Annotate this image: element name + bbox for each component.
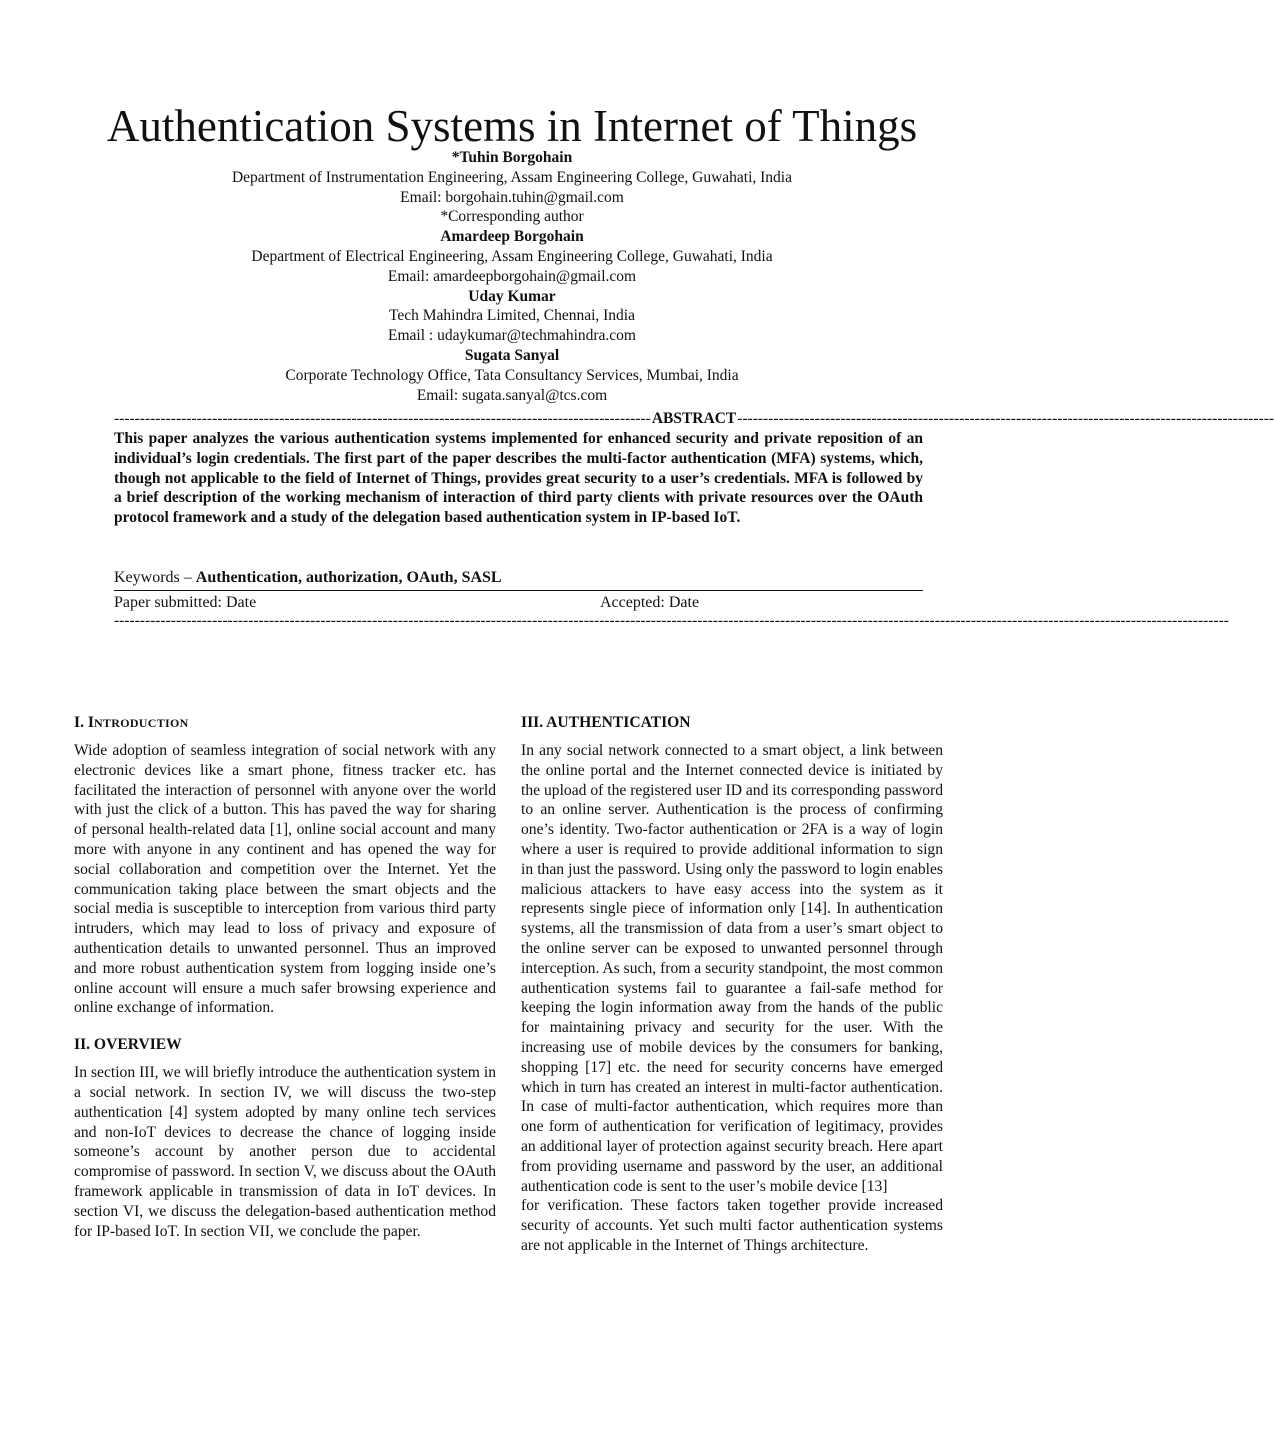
section-authentication	[521, 713, 943, 1256]
dashed-rule: --------------------------------------------------------------------------------------------------------	[737, 410, 1274, 427]
right-column	[521, 713, 943, 1273]
section-body-continued: for verification. These factors taken together provide increased security of accounts. Yet such multi factor authentication systems are not applicable in the Internet of Things architecture.	[521, 1197, 943, 1254]
section-overview	[74, 1035, 496, 1241]
author-email: Email: amardeepborgohain@gmail.com	[387, 267, 637, 285]
author-affiliation: Department of Electrical Engineering, Assam Engineering College, Guwahati, India	[251, 247, 773, 265]
keywords-line	[114, 568, 923, 588]
author-affiliation: Tech Mahindra Limited, Chennai, India	[389, 307, 635, 325]
author-affiliation: Department of Instrumentation Engineering, Assam Engineering College, Guwahati, India	[231, 168, 792, 186]
section-introduction	[74, 713, 496, 1018]
left-column	[74, 713, 496, 1258]
author-name: Uday Kumar	[468, 287, 556, 305]
section-heading: I. INTRODUCTION	[74, 714, 189, 731]
section-heading: III. AUTHENTICATION	[521, 714, 691, 731]
section-body: Wide adoption of seamless integration of social network with any electronic devices like a smart phone, fitness tracker etc. has facilitated the interaction of personnel with anyone over the world with just the click of a button. This has paved the way for sharing of personal health-related data [1], online social account and many more with anyone in any continent and has opened the way for social collaboration and competition over the Internet. Yet the communication taking place between the smart objects and the social media is susceptible to interception from various third party intruders, which may lead to loss of privacy and exposure of authentication details to unwanted personnel. Thus an improved and more robust authentication system from logging inside one’s online account will ensure a much safer browsing experience and online exchange of information.	[74, 742, 496, 1017]
author-name: Sugata Sanyal	[464, 346, 560, 364]
corresponding-note: *Corresponding author	[440, 208, 584, 226]
author-block	[0, 148, 1024, 405]
paper-title: Authentication Systems in Internet of Things	[106, 101, 918, 151]
dashed-rule: ------------------------------------------------------------------------------------------------------------------------------------------------------------------------------------------------------------------------	[114, 612, 1229, 629]
keywords-label: Keywords –	[114, 569, 192, 586]
author-name: *Tuhin Borgohain	[451, 149, 573, 166]
author-email: Email: borgohain.tuhin@gmail.com	[400, 188, 624, 206]
submitted-date: Paper submitted: Date	[114, 594, 257, 611]
author-name: Amardeep Borgohain	[440, 228, 584, 246]
keywords-list: Authentication, authorization, OAuth, SASL	[195, 569, 502, 586]
abstract-text: This paper analyzes the various authentication systems implemented for enhanced security and private reposition of an individual’s login credentials. The first part of the paper describes the multi-factor authentication (MFA) systems, which, though not applicable to the field of Internet of Things, provides great security to a user’s credentials. MFA is followed by a brief description of the working mechanism of interaction of third party clients with private resources over the OAuth protocol framework and a study of the delegation based authentication system in IP-based IoT.	[114, 430, 923, 527]
section-body: In section III, we will briefly introduce the authentication system in a social network. In section IV, we will discuss the two-step authentication [4] system adopted by many online tech services and non-IoT devices to decrease the chance of logging inside someone’s account by another person due to accidental compromise of password. In section V, we discuss about the OAuth framework applicable in transmission of data in IoT devices. In section VI, we discuss the delegation-based authentication method for IP-based IoT. In section VII, we conclude the paper.	[74, 1064, 496, 1240]
author-email: Email : udaykumar@techmahindra.com	[388, 327, 636, 345]
author-email: Email: sugata.sanyal@tcs.com	[416, 386, 608, 404]
section-body: In any social network connected to a smart object, a link between the online portal and the Internet connected device is initiated by the upload of the registered user ID and its corresponding password to an online server. Authentication is the process of confirming one’s identity. Two-factor authentication or 2FA is a way of login where a user is required to provide additional information to sign in than just the password. Using only the password to login enables malicious attackers to have easy access into the system as it represents single piece of information only [14]. In authentication systems, all the transmission of data from a user’s smart object to the online server can be exposed to unwanted personnel through interception. As such, from a security standpoint, the most common authentication systems fail to guarantee a fail-safe method for keeping the login information away from the hands of the public for maintaining privacy and security for the user. With the increasing use of mobile devices by the consumers for banking, shopping [17] etc. the need for security concerns have emerged which in turn has created an interest in multi-factor authentication. In case of multi-factor authentication, which requires more than one form of authentication for verification of legitimacy, provides an additional layer of protection against security breach. Here apart from providing username and password by the user, an additional authentication code is sent to the user’s mobile device [13]	[521, 742, 943, 1195]
abstract-divider	[114, 409, 1274, 429]
section-heading: II. OVERVIEW	[74, 1036, 182, 1054]
author-affiliation: Corporate Technology Office, Tata Consultancy Services, Mumbai, India	[285, 366, 739, 384]
abstract-label: ABSTRACT	[651, 410, 737, 427]
submission-row	[114, 590, 923, 613]
dashed-rule: --------------------------------------------------------------------------------------------------------	[114, 410, 651, 427]
accepted-date: Accepted: Date	[600, 594, 700, 611]
